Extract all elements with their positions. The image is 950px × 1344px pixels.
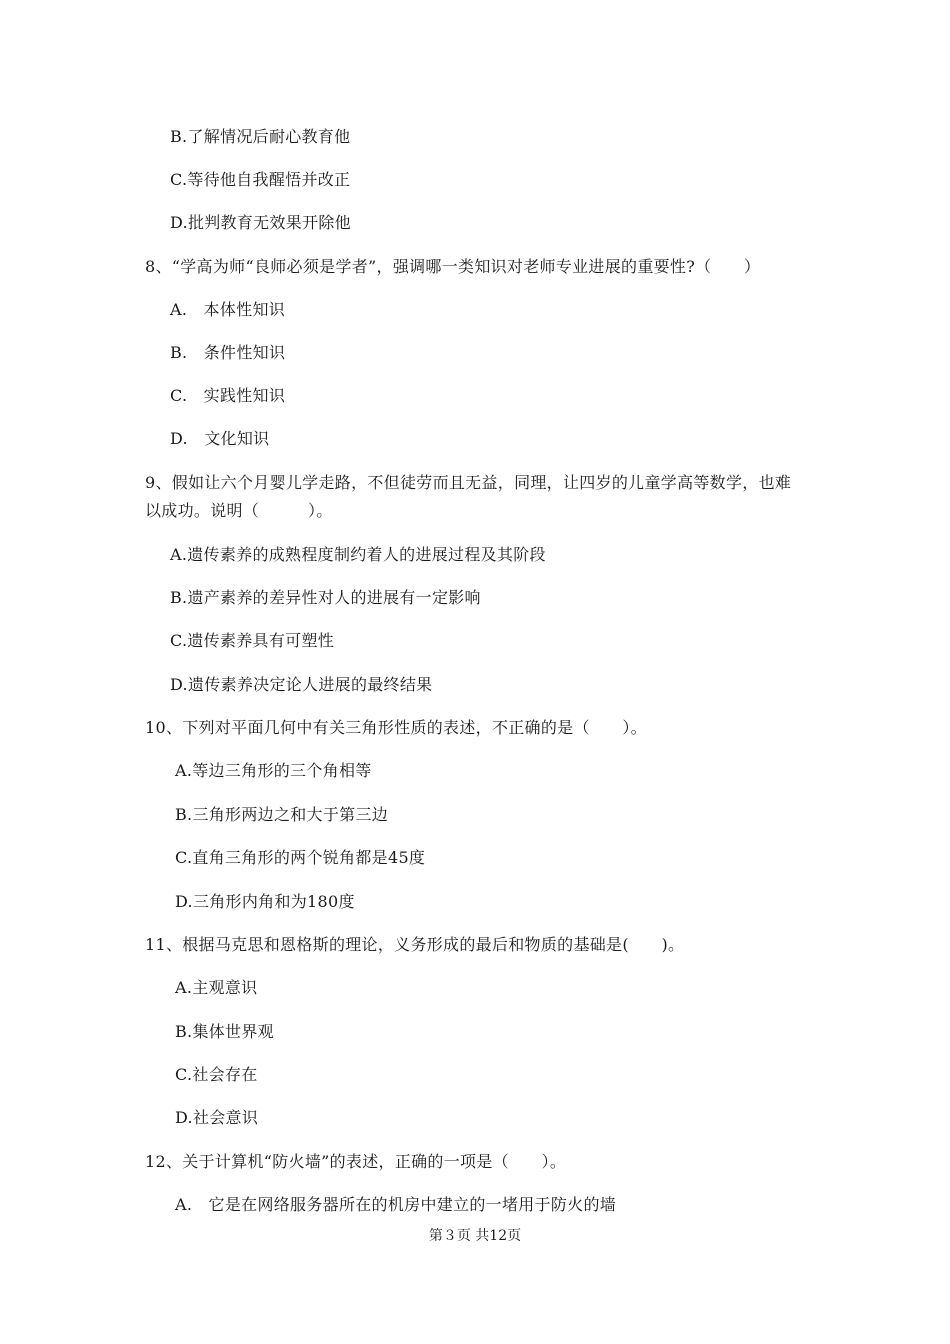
q7-option-c: C.等待他自我醒悟并改正	[170, 170, 351, 189]
q10-option-c: C.直角三角形的两个锐角都是45度	[175, 848, 426, 867]
q12-option-a: A. 它是在网络服务器所在的机房中建立的一堵用于防火的墙	[175, 1195, 617, 1214]
q11-option-c: C.社会存在	[175, 1065, 258, 1084]
q10-stem: 10、下列对平面几何中有关三角形性质的表述，不正确的是（ ）。	[145, 718, 647, 737]
q9-option-d: D.遗传素养决定论人进展的最终结果	[170, 675, 433, 694]
q8-option-a: A. 本体性知识	[170, 300, 286, 319]
q11-option-a: A.主观意识	[175, 978, 258, 997]
q8-stem: 8、“学高为师“良师必须是学者”，强调哪一类知识对老师专业进展的重要性?（ ）	[145, 257, 761, 276]
q10-option-b: B.三角形两边之和大于第三边	[175, 805, 389, 824]
q10-option-d: D.三角形内角和为180度	[175, 892, 355, 911]
q12-stem: 12、关于计算机“防火墙”的表述，正确的一项是（ ）。	[145, 1152, 567, 1171]
q9-option-a: A.遗传素养的成熟程度制约着人的进展过程及其阶段	[170, 545, 546, 564]
q9-stem-line2: 以成功。说明（ ）。	[145, 501, 333, 520]
q8-option-b: B. 条件性知识	[170, 343, 286, 362]
q8-option-d: D. 文化知识	[170, 429, 270, 448]
page-footer: 第３页 共12页	[428, 1228, 522, 1244]
q7-option-d: D.批判教育无效果开除他	[170, 213, 351, 232]
q9-stem-line1: 9、假如让六个月婴儿学走路，不但徒劳而且无益，同理，让四岁的儿童学高等数学，也难	[145, 473, 792, 492]
q9-option-c: C.遗传素养具有可塑性	[170, 631, 335, 650]
q9-option-b: B.遗产素养的差异性对人的进展有一定影响	[170, 588, 481, 607]
q8-option-c: C. 实践性知识	[170, 386, 286, 405]
q11-option-b: B.集体世界观	[175, 1022, 274, 1041]
q10-option-a: A.等边三角形的三个角相等	[175, 761, 372, 780]
q7-option-b: B.了解情况后耐心教育他	[170, 127, 351, 146]
q11-option-d: D.社会意识	[175, 1108, 259, 1127]
q11-stem: 11、根据马克思和恩格斯的理论，义务形成的最后和物质的基础是( )。	[145, 935, 685, 954]
